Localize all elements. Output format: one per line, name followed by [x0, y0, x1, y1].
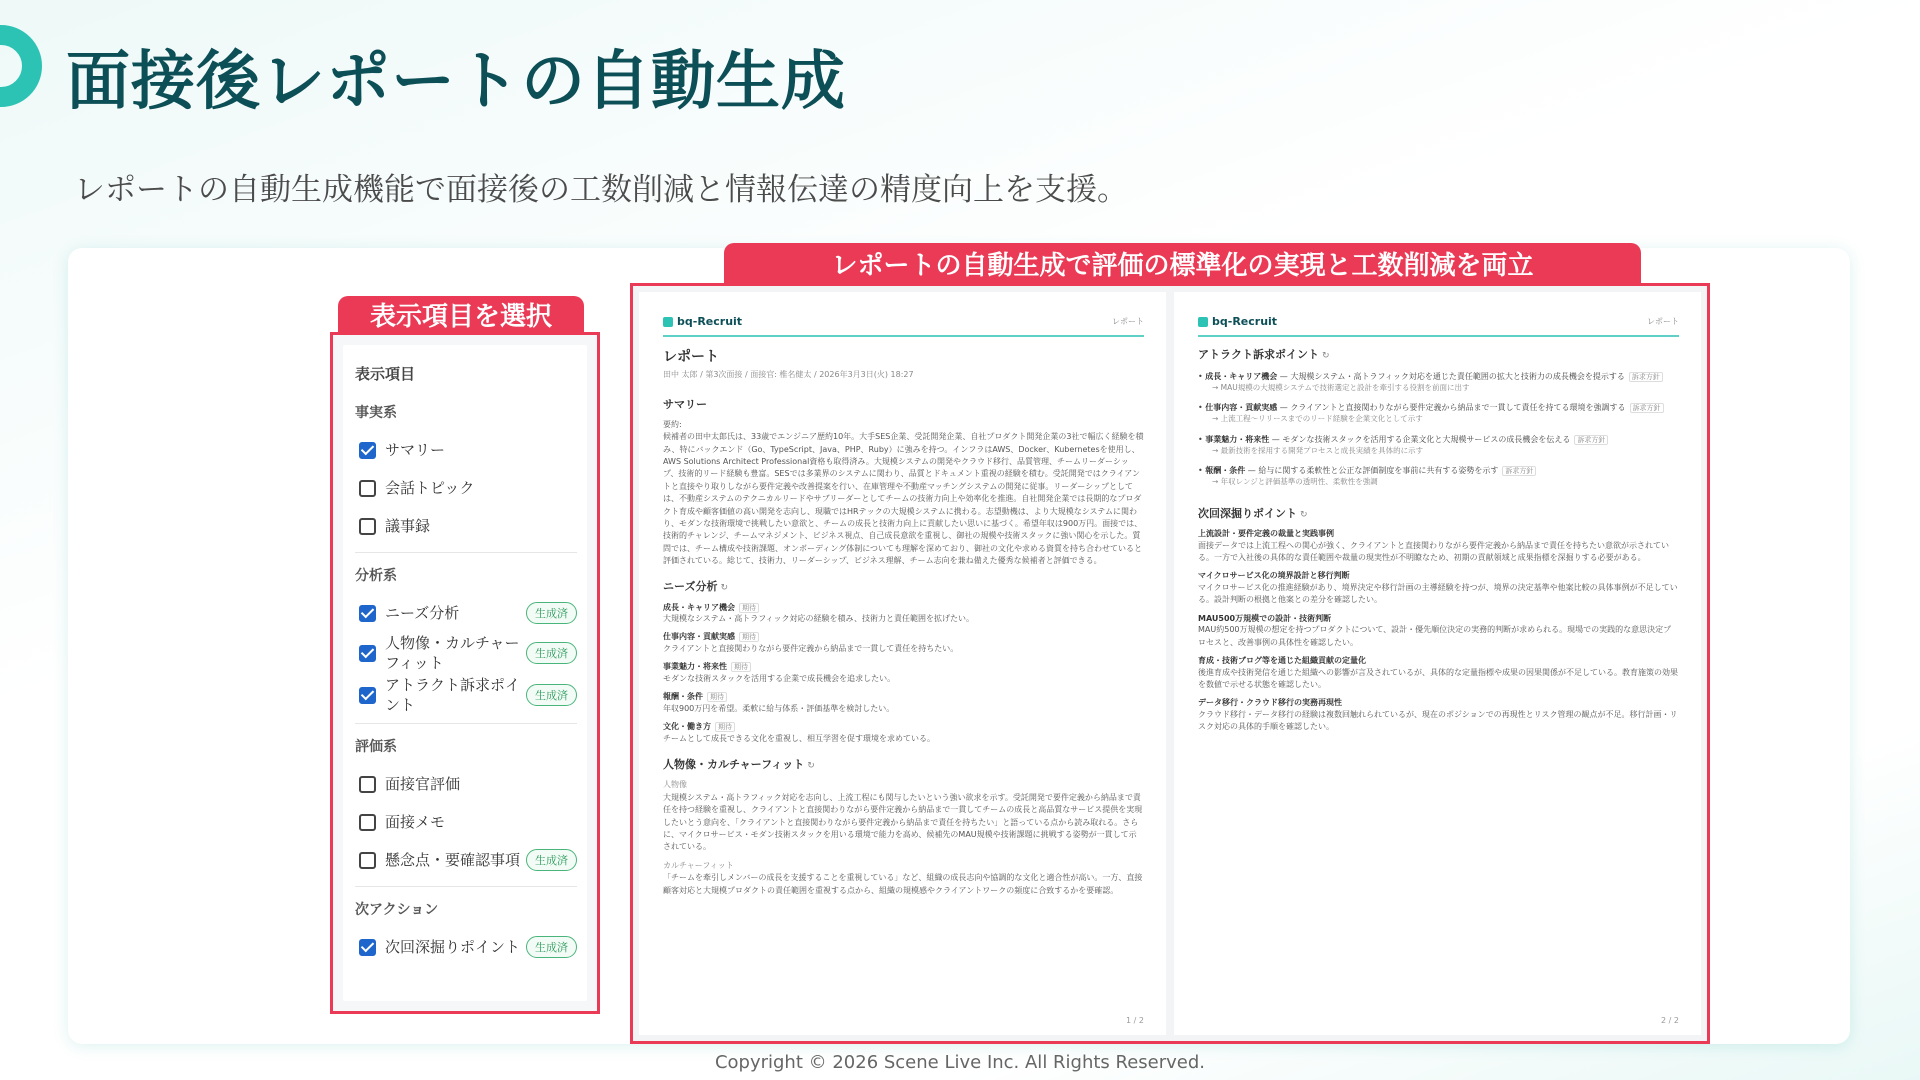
summary-heading: サマリー — [663, 397, 707, 411]
needs-item-title — [663, 721, 1144, 733]
display-item-row[interactable] — [355, 470, 577, 506]
needs-item-text: 年収900万円を希望。柔軟に給与体系・評価基準を検討したい。 — [663, 704, 895, 714]
culture-label: カルチャーフィット — [663, 860, 734, 870]
reload-icon[interactable]: ↻ — [720, 583, 728, 594]
attract-item-text: モダンな技術スタックを活用する企業文化と大規模サービスの成長機会を伝える — [1282, 434, 1571, 444]
display-item-label: 会話トピック — [385, 479, 475, 497]
decorative-circle — [0, 25, 42, 107]
next-item-text: マイクロサービス化の推進経験があり、境界決定や移行計画の主導経験を持つが、境界の決定基準や他案比較の具体事例が不足している。設計判断の根拠と他案との差分を確認したい。 — [1198, 582, 1678, 605]
needs-tag: 期待 — [707, 692, 727, 702]
attract-item-title: 報酬・条件 — [1205, 466, 1246, 476]
next-heading — [1198, 506, 1679, 522]
display-item-row[interactable] — [355, 595, 577, 631]
next-item-text: MAU約500万規模の想定を持つプロダクトについて、設計・優先順位決定の実務的判断が求められる。現場での実践的な意思決定プロセスと、改善事例の具体性を確認したい。 — [1198, 625, 1672, 647]
generated-badge: 生成済 — [526, 936, 577, 958]
display-item-row[interactable] — [355, 842, 577, 878]
needs-tag: 期待 — [739, 603, 759, 613]
attract-tag: 訴求方針 — [1630, 403, 1664, 413]
display-item-label: ニーズ分析 — [385, 604, 460, 622]
item-group — [355, 565, 577, 724]
attract-item-title: 仕事内容・貢献実感 — [1205, 403, 1278, 413]
display-item-label: サマリー — [385, 441, 446, 459]
checkbox[interactable] — [359, 814, 376, 831]
attract-item — [1198, 434, 1679, 456]
attract-item — [1198, 465, 1679, 487]
next-item-title: データ移行・クラウド移行の実務再現性 — [1198, 698, 1342, 708]
next-item-title: 育成・技術ブログ等を通じた組織貢献の定量化 — [1198, 656, 1366, 666]
needs-item-title-text: 文化・働き方 — [663, 722, 711, 732]
report-meta: 田中 太郎 / 第3次面接 / 面接官: 椎名健太 / 2026年3月3日(火) 18:27 — [663, 370, 914, 380]
panel-title: 表示項目 — [355, 365, 416, 383]
logo-icon — [663, 317, 673, 327]
header-tag: レポート — [1112, 317, 1144, 327]
reload-icon[interactable]: ↻ — [1300, 509, 1308, 520]
needs-tag: 期待 — [739, 632, 759, 642]
display-item-row[interactable] — [355, 432, 577, 468]
needs-item-title-text: 報酬・条件 — [663, 692, 703, 702]
needs-item-text: モダンな技術スタックを活用する企業で成長機会を追求したい。 — [663, 674, 896, 684]
item-groups — [355, 402, 577, 973]
attract-item-main: • 報酬・条件 — 給与に関する柔軟性と公正な評価制度を事前に共有する姿勢を示す 訴求方針 — [1198, 465, 1679, 477]
attract-item-sub: → 最新技術を採用する開発プロセスと成長実績を具体的に示す — [1212, 445, 1424, 455]
checkbox[interactable] — [359, 605, 376, 622]
checkbox[interactable] — [359, 480, 376, 497]
report-page-2 — [1174, 292, 1701, 1035]
select-items-banner: 表示項目を選択 — [338, 296, 584, 338]
display-item-label: 面接官評価 — [385, 775, 461, 793]
group-title: 評価系 — [355, 739, 397, 755]
next-heading-text: 次回深掘りポイント — [1198, 506, 1297, 520]
attract-item-title: 事業魅力・将来性 — [1205, 434, 1270, 444]
brand-logo — [1198, 314, 1277, 330]
attract-tag: 訴求方針 — [1502, 466, 1536, 476]
report-preview-frame — [630, 283, 1710, 1044]
needs-item-title — [663, 691, 1144, 703]
next-item-text: クラウド移行・データ移行の経験は複数回触れられているが、現在のポジションでの再現性とリスク管理の観点が不足。移行計画・リスク対応の具体的手順を確認したい。 — [1198, 710, 1678, 732]
page-number: 1 / 2 — [1126, 1016, 1144, 1026]
needs-heading — [663, 579, 1144, 595]
needs-item-title — [663, 661, 1144, 673]
display-item-label: 面接メモ — [385, 813, 446, 831]
attract-item-text: 大規模システム・高トラフィック対応を通じた責任範囲の拡大と技術力の成長機会を提示する — [1290, 371, 1625, 381]
page-header — [663, 314, 1144, 337]
reload-icon[interactable]: ↻ — [1322, 350, 1330, 361]
display-item-row[interactable] — [355, 508, 577, 544]
summary-text: 候補者の田中太郎氏は、33歳でエンジニア歴約10年。大手SES企業、受託開発企業、自社プロダクト開発企業の3社で幅広く経験を積み、特にバックエンド（Go、TypeScript、Java、PHP、Ruby）に強みを持つ。インフラはAWS、Docker、Kubernetesを使用し、AWS Solutions Architect Professional資格も取得済み。大規模システムの開発やクラウド移行、品質管理、チームリーダーシップ、技術的リード経験も豊富。SESでは多業界のシステムに関わり、品質とドキュメント重視の経験を積む。受託開発ではクライアントと直接やり取りしながら要件定義や改善提案を行い、在庫管理や不動産マッチングシステムの開発に従事。リーダーシップとしては、不動産システムのテクニカルリードやサブリーダーとしてチームの技術力向上や効率化を推進。自社開発企業では長期的なプロダクト育成や顧客価値の高い開発を志向し、現職ではHRテックの大規模システムに携わる。志望動機は、より大規模なシステムに関わり、モダンな技術環境で挑戦したい意欲と、チームの成長と技術力向上に貢献したい思いに基づく。希望年収は900万円。面接では、技術的チャレンジ、チームマネジメント、ビジネス視点、自己成長意欲を重視し、御社の規模や技術スタックに強い関心を示した。質問では、チーム構成や技術課題、オンボーディング体制についても理解を深めており、御社の文化や求める資質を持ち合わせていると評価されている。総じて、技術力、リーダーシップ、ビジネス理解、チーム志向を兼ね備えた優秀な候補者と評価できる。 — [663, 432, 1144, 566]
display-item-row[interactable] — [355, 675, 577, 715]
attract-item-text: クライアントと直接関わりながら要件定義から納品まで一貫して責任を持てる環境を強調する — [1290, 403, 1626, 413]
next-item-title: MAU500万規模での設計・技術判断 — [1198, 613, 1332, 623]
needs-item-text: クライアントと直接関わりながら要件定義から納品まで一貫して責任を持ちたい。 — [663, 644, 959, 654]
attract-item-sub: → 年収レンジと評価基準の透明性、柔軟性を強調 — [1212, 476, 1378, 486]
persona-heading-text: 人物像・カルチャーフィット — [663, 758, 805, 772]
group-title: 次アクション — [355, 902, 439, 918]
checkbox[interactable] — [359, 939, 376, 956]
attract-item-main: • 仕事内容・貢献実感 — クライアントと直接関わりながら要件定義から納品まで一貫して責任を持てる環境を強調する 訴求方針 — [1198, 402, 1679, 414]
next-item-text: 後進育成や技術発信を通じた組織への影響が言及されているが、具体的な定量指標や成果の因果関係が不足している。教育施策の効果を数値で示せる状態を確認したい。 — [1198, 667, 1678, 690]
attract-item — [1198, 371, 1679, 393]
generated-badge: 生成済 — [526, 602, 577, 624]
next-item-title: 上流設計・要件定義の裁量と実践事例 — [1198, 528, 1334, 538]
item-group — [355, 402, 577, 553]
display-items-panel — [343, 345, 587, 1001]
summary-label: 要約: — [663, 419, 682, 429]
display-item-row[interactable] — [355, 804, 577, 840]
display-item-row[interactable] — [355, 929, 577, 965]
display-item-label: 人物像・カルチャーフィット — [385, 634, 520, 672]
display-item-row[interactable] — [355, 766, 577, 802]
item-group — [355, 736, 577, 887]
attract-item-main: • 成長・キャリア機会 — 大規模システム・高トラフィック対応を通じた責任範囲の拡大と技術力の成長機会を提示する 訴求方針 — [1198, 371, 1679, 383]
reload-icon[interactable]: ↻ — [807, 761, 815, 772]
attract-item-main: • 事業魅力・将来性 — モダンな技術スタックを活用する企業文化と大規模サービスの成長機会を伝える 訴求方針 — [1198, 434, 1679, 446]
report-page-1 — [639, 292, 1166, 1035]
needs-item-title-text: 事業魅力・将来性 — [663, 662, 727, 672]
page-subtitle: レポートの自動生成機能で面接後の工数削減と情報伝達の精度向上を支援。 — [74, 172, 1128, 208]
persona-label: 人物像 — [663, 780, 687, 790]
page-header — [1198, 314, 1679, 337]
needs-heading-text: ニーズ分析 — [663, 580, 718, 594]
attract-item-sub: → MAU規模の大規模システムで技術選定と設計を牽引する役割を前面に出す — [1212, 382, 1470, 392]
attract-item-sub: → 上流工程〜リリースまでのリード経験を企業文化として示す — [1212, 414, 1423, 424]
persona-text: 大規模システム・高トラフィック対応を志向し、上流工程にも関与したいという強い欲求を示す。受託開発で要件定義から納品まで責任を持つ経験を重視し、クライアントと直接関わりながら要件定義から納品まで一貫してチームの成長と高品質なサービス提供を実現したいとう意向を、「クライアントと直接関わりながら要件定義から納品まで責任を持ちたい」と語っている点から読み取れる。さらに、マイクロサービス・モダン技術スタックを用いる環境で能力を高め、候補先のMAU規模や技術課題に挑戦する姿勢が一貫して示されている。 — [663, 792, 1143, 852]
needs-list — [663, 602, 1144, 746]
checkbox[interactable] — [359, 687, 376, 704]
culture-text: 「チームを牽引しメンバーの成長を支援することを重視している」など、組織の成長志向や協調的な文化と適合性が高い。一方、直接顧客対応と大規模プロダクトの責任範囲を重視する点から、組織の規模感やクライアントワークの頻度に合致するかを要確認。 — [663, 873, 1143, 895]
next-item-title: マイクロサービス化の境界設計と移行判断 — [1198, 571, 1350, 581]
page-title: 面接後レポートの自動生成 — [66, 45, 846, 119]
generated-badge: 生成済 — [526, 684, 577, 706]
display-item-label: 議事録 — [385, 517, 431, 535]
item-group — [355, 899, 577, 973]
needs-item-title-text: 仕事内容・貢献実感 — [663, 632, 735, 642]
checkbox[interactable] — [359, 442, 376, 459]
checkbox[interactable] — [359, 645, 376, 662]
display-item-label: 懸念点・要確認事項 — [385, 851, 521, 869]
attract-heading — [1198, 347, 1679, 363]
attract-item — [1198, 402, 1679, 424]
needs-item-text: 大規模なシステム・高トラフィック対応の経験を積み、技術力と責任範囲を拡げたい。 — [663, 614, 975, 624]
needs-tag: 期待 — [715, 722, 735, 732]
generated-badge: 生成済 — [526, 642, 577, 664]
persona-heading — [663, 757, 1144, 773]
group-title: 分析系 — [355, 568, 397, 584]
checkbox[interactable] — [359, 518, 376, 535]
group-title: 事実系 — [355, 405, 397, 421]
needs-item-title — [663, 631, 1144, 643]
generated-badge: 生成済 — [526, 849, 577, 871]
header-tag: レポート — [1647, 317, 1679, 327]
attract-list — [1198, 371, 1679, 488]
display-item-row[interactable] — [355, 633, 577, 673]
needs-tag: 期待 — [731, 662, 751, 672]
display-item-label: 次回深掘りポイント — [385, 938, 521, 956]
attract-item-text: 給与に関する柔軟性と公正な評価制度を事前に共有する姿勢を示す — [1258, 466, 1499, 476]
logo-text: bq-Recruit — [1212, 315, 1278, 328]
next-item-text: 面接データでは上流工程への関心が強く、クライアントと直接関わりながら要件定義から納品まで責任を持ちたい意欲が示されている。一方で入社後の具体的な責任範囲や裁量の現実性が不明瞭なため、初期の貢献領域と成果指標を深掘りする必要がある。 — [1198, 540, 1670, 562]
logo-text: bq-Recruit — [677, 315, 743, 328]
needs-item-title-text: 成長・キャリア機会 — [663, 602, 735, 612]
attract-heading-text: アトラクト訴求ポイント — [1198, 347, 1319, 361]
copyright-footer: Copyright © 2026 Scene Live Inc. All Rights Reserved. — [714, 1052, 1206, 1073]
next-list — [1198, 528, 1679, 734]
report-banner: レポートの自動生成で評価の標準化の実現と工数削減を両立 — [724, 243, 1641, 287]
attract-tag: 訴求方針 — [1574, 435, 1608, 445]
page-number: 2 / 2 — [1661, 1016, 1679, 1026]
brand-logo — [663, 314, 742, 330]
attract-tag: 訴求方針 — [1629, 372, 1663, 382]
display-items-frame — [330, 332, 600, 1014]
display-item-label: アトラクト訴求ポイント — [385, 676, 521, 714]
needs-item-title — [663, 602, 1144, 614]
checkbox[interactable] — [359, 852, 376, 869]
attract-item-title: 成長・キャリア機会 — [1205, 371, 1278, 381]
checkbox[interactable] — [359, 776, 376, 793]
report-title: レポート — [663, 348, 719, 365]
needs-item-text: チームとして成長できる文化を重視し、相互学習を促す環境を求めている。 — [663, 734, 935, 744]
logo-icon — [1198, 317, 1208, 327]
